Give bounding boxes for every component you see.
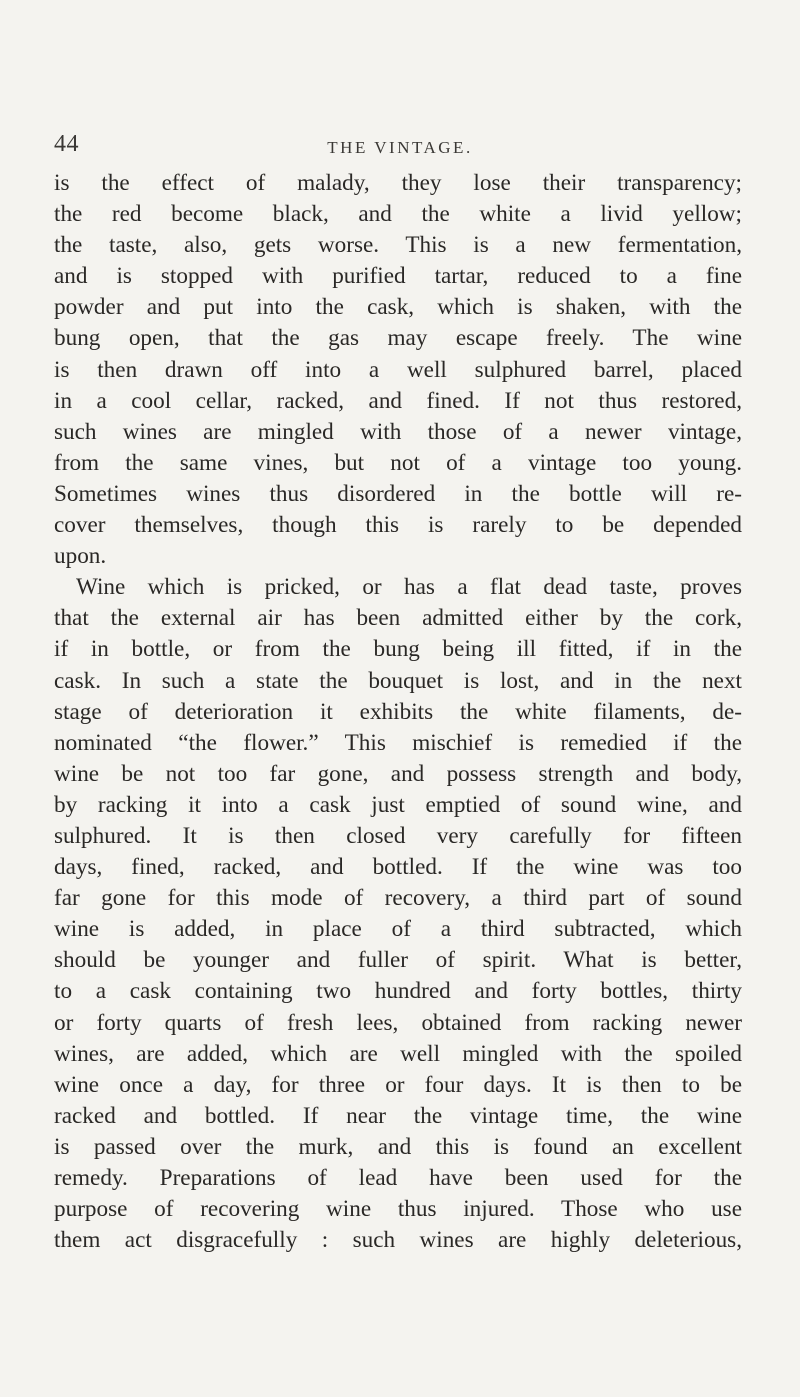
text-line: far gone for this mode of recovery, a third part of sound (54, 885, 742, 912)
page-number: 44 (54, 131, 79, 157)
text-line: wine once a day, for three or four days. It is then to be (54, 1071, 742, 1098)
text-line: days, fined, racked, and bottled. If the wine was too (54, 854, 742, 881)
text-line: that the external air has been admitted either by the cork, (54, 605, 742, 632)
text-line: nominated “the flower.” This mischief is remedied if the (54, 729, 742, 756)
text-line: wine be not too far gone, and possess strength and body, (54, 760, 742, 787)
text-line: powder and put into the cask, which is shaken, with the (54, 294, 742, 321)
text-line: stage of deterioration it exhibits the white filaments, de- (54, 698, 742, 725)
text-line: if in bottle, or from the bung being ill fitted, if in the (54, 636, 742, 663)
text-line: purpose of recovering wine thus injured. Those who use (54, 1196, 742, 1223)
paragraph-end-line: upon. (54, 543, 107, 570)
text-line: them act disgracefully : such wines are highly deleterious, (54, 1227, 742, 1254)
text-line: remedy. Preparations of lead have been used for the (54, 1165, 742, 1191)
text-line: cask. In such a state the bouquet is lost, and in the next (54, 667, 742, 694)
paragraph-first-line: Wine which is pricked, or has a flat dead taste, proves (76, 574, 742, 601)
text-line: in a cool cellar, racked, and fined. If not thus restored, (54, 387, 742, 414)
text-line: from the same vines, but not of a vintage too young. (54, 449, 742, 476)
text-line: is passed over the murk, and this is found an excellent (54, 1133, 742, 1160)
text-line: and is stopped with purified tartar, reduced to a fine (54, 263, 742, 290)
text-line: sulphured. It is then closed very carefully for fifteen (54, 822, 742, 849)
text-line: wine is added, in place of a third subtracted, which (54, 916, 742, 943)
text-line: is then drawn off into a well sulphured barrel, placed (54, 356, 742, 383)
running-head: THE VINTAGE. (327, 138, 473, 157)
text-line: racked and bottled. If near the vintage time, the wine (54, 1102, 742, 1129)
text-line: by racking it into a cask just emptied of sound wine, and (54, 791, 742, 818)
text-line: Sometimes wines thus disordered in the bottle will re- (54, 480, 742, 507)
text-line: should be younger and fuller of spirit. What is better, (54, 947, 742, 974)
text-line: or forty quarts of fresh lees, obtained from racking newer (54, 1009, 742, 1036)
text-line: is the effect of malady, they lose their transparency; (54, 170, 742, 196)
text-line: the red become black, and the white a livid yellow; (54, 201, 742, 228)
body-text (54, 168, 742, 1256)
text-line: wines, are added, which are well mingled with the spoiled (54, 1040, 742, 1067)
text-line: bung open, that the gas may escape freely. The wine (54, 325, 742, 352)
text-line: such wines are mingled with those of a newer vintage, (54, 418, 742, 445)
text-line: cover themselves, though this is rarely to be depended (54, 512, 742, 539)
text-line: the taste, also, gets worse. This is a new fermentation, (54, 232, 742, 259)
text-line: to a cask containing two hundred and forty bottles, thirty (54, 978, 742, 1005)
